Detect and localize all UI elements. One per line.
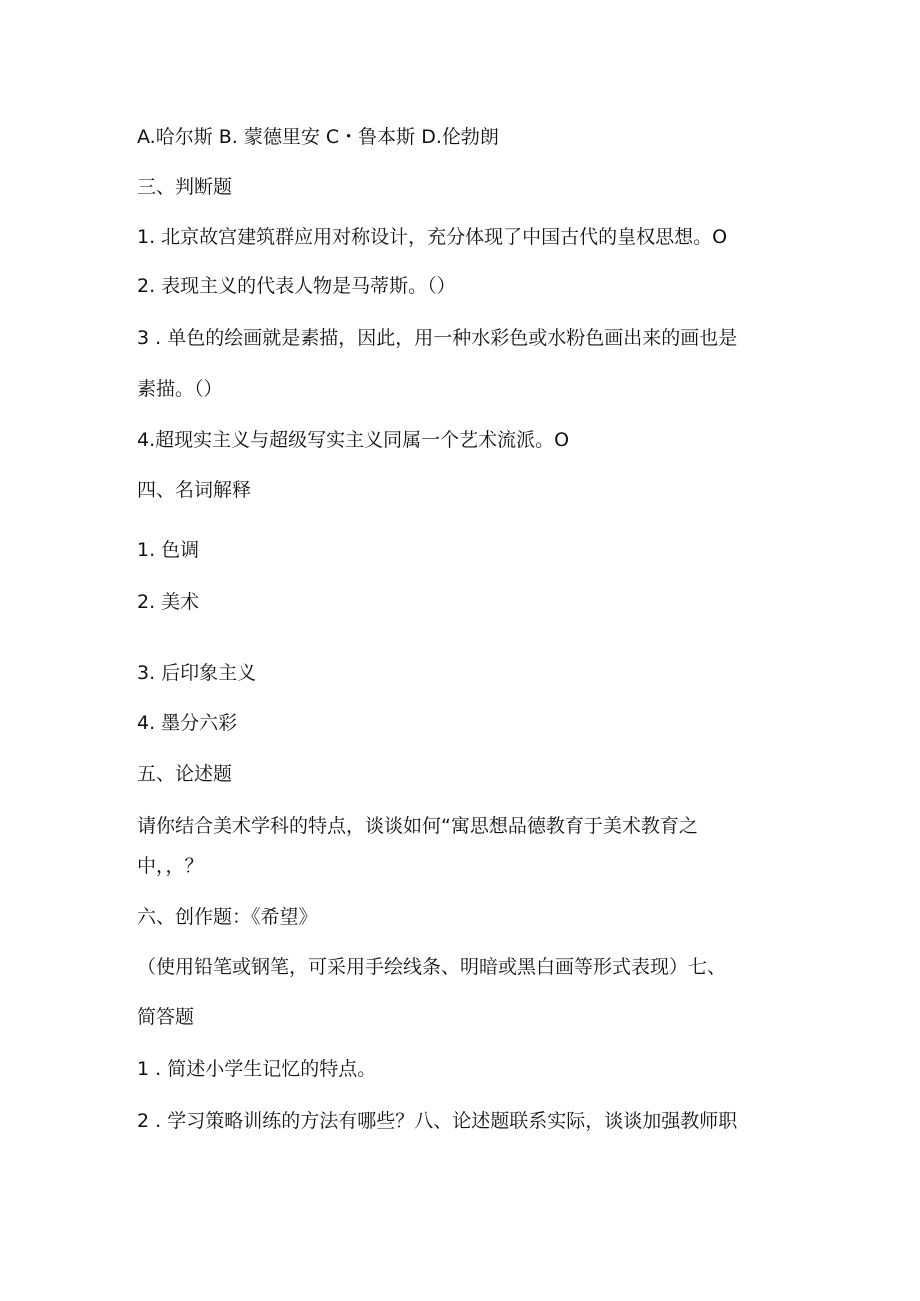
question-item-continuation: 素描。（）: [137, 378, 223, 400]
term-item: 1. 色调: [137, 539, 200, 561]
question-item: 2. 表现主义的代表人物是马蒂斯。（）: [137, 275, 456, 297]
section-heading-terms: 四、名词解释: [137, 479, 252, 501]
essay-prompt-continuation: 中，，？: [137, 855, 204, 877]
section-heading-true-false: 三、判断题: [137, 176, 233, 198]
section-heading-essay: 五、论述题: [137, 763, 233, 785]
essay-prompt: 请你结合美术学科的特点，谈谈如何“寓思想品德教育于美术教育之: [137, 815, 698, 837]
term-item: 3. 后印象主义: [137, 662, 257, 684]
question-item: 1 . 简述小学生记忆的特点。: [137, 1058, 377, 1080]
question-item: 1. 北京故宫建筑群应用对称设计，充分体现了中国古代的皇权思想。O: [137, 226, 728, 248]
creation-instructions: （使用铅笔或钢笔，可采用手绘线条、明暗或黑白画等形式表现）七、: [137, 956, 727, 978]
question-item: 3 . 单色的绘画就是素描，因此，用一种水彩色或水粉色画出来的画也是: [137, 327, 738, 349]
section-heading-creation: 六、创作题：《希望》: [137, 906, 318, 928]
question-item: 2 . 学习策略训练的方法有哪些？八、论述题联系实际，谈谈加强教师职: [137, 1110, 738, 1132]
question-item: 4.超现实主义与超级写实主义同属一个艺术流派。O: [137, 429, 570, 451]
answer-options-line: A.哈尔斯 B. 蒙德里安 C・鲁本斯 D.伦勃朗: [137, 126, 499, 148]
section-heading-short-answer: 简答题: [137, 1006, 195, 1028]
term-item: 2. 美术: [137, 591, 200, 613]
term-item: 4. 墨分六彩: [137, 712, 238, 734]
